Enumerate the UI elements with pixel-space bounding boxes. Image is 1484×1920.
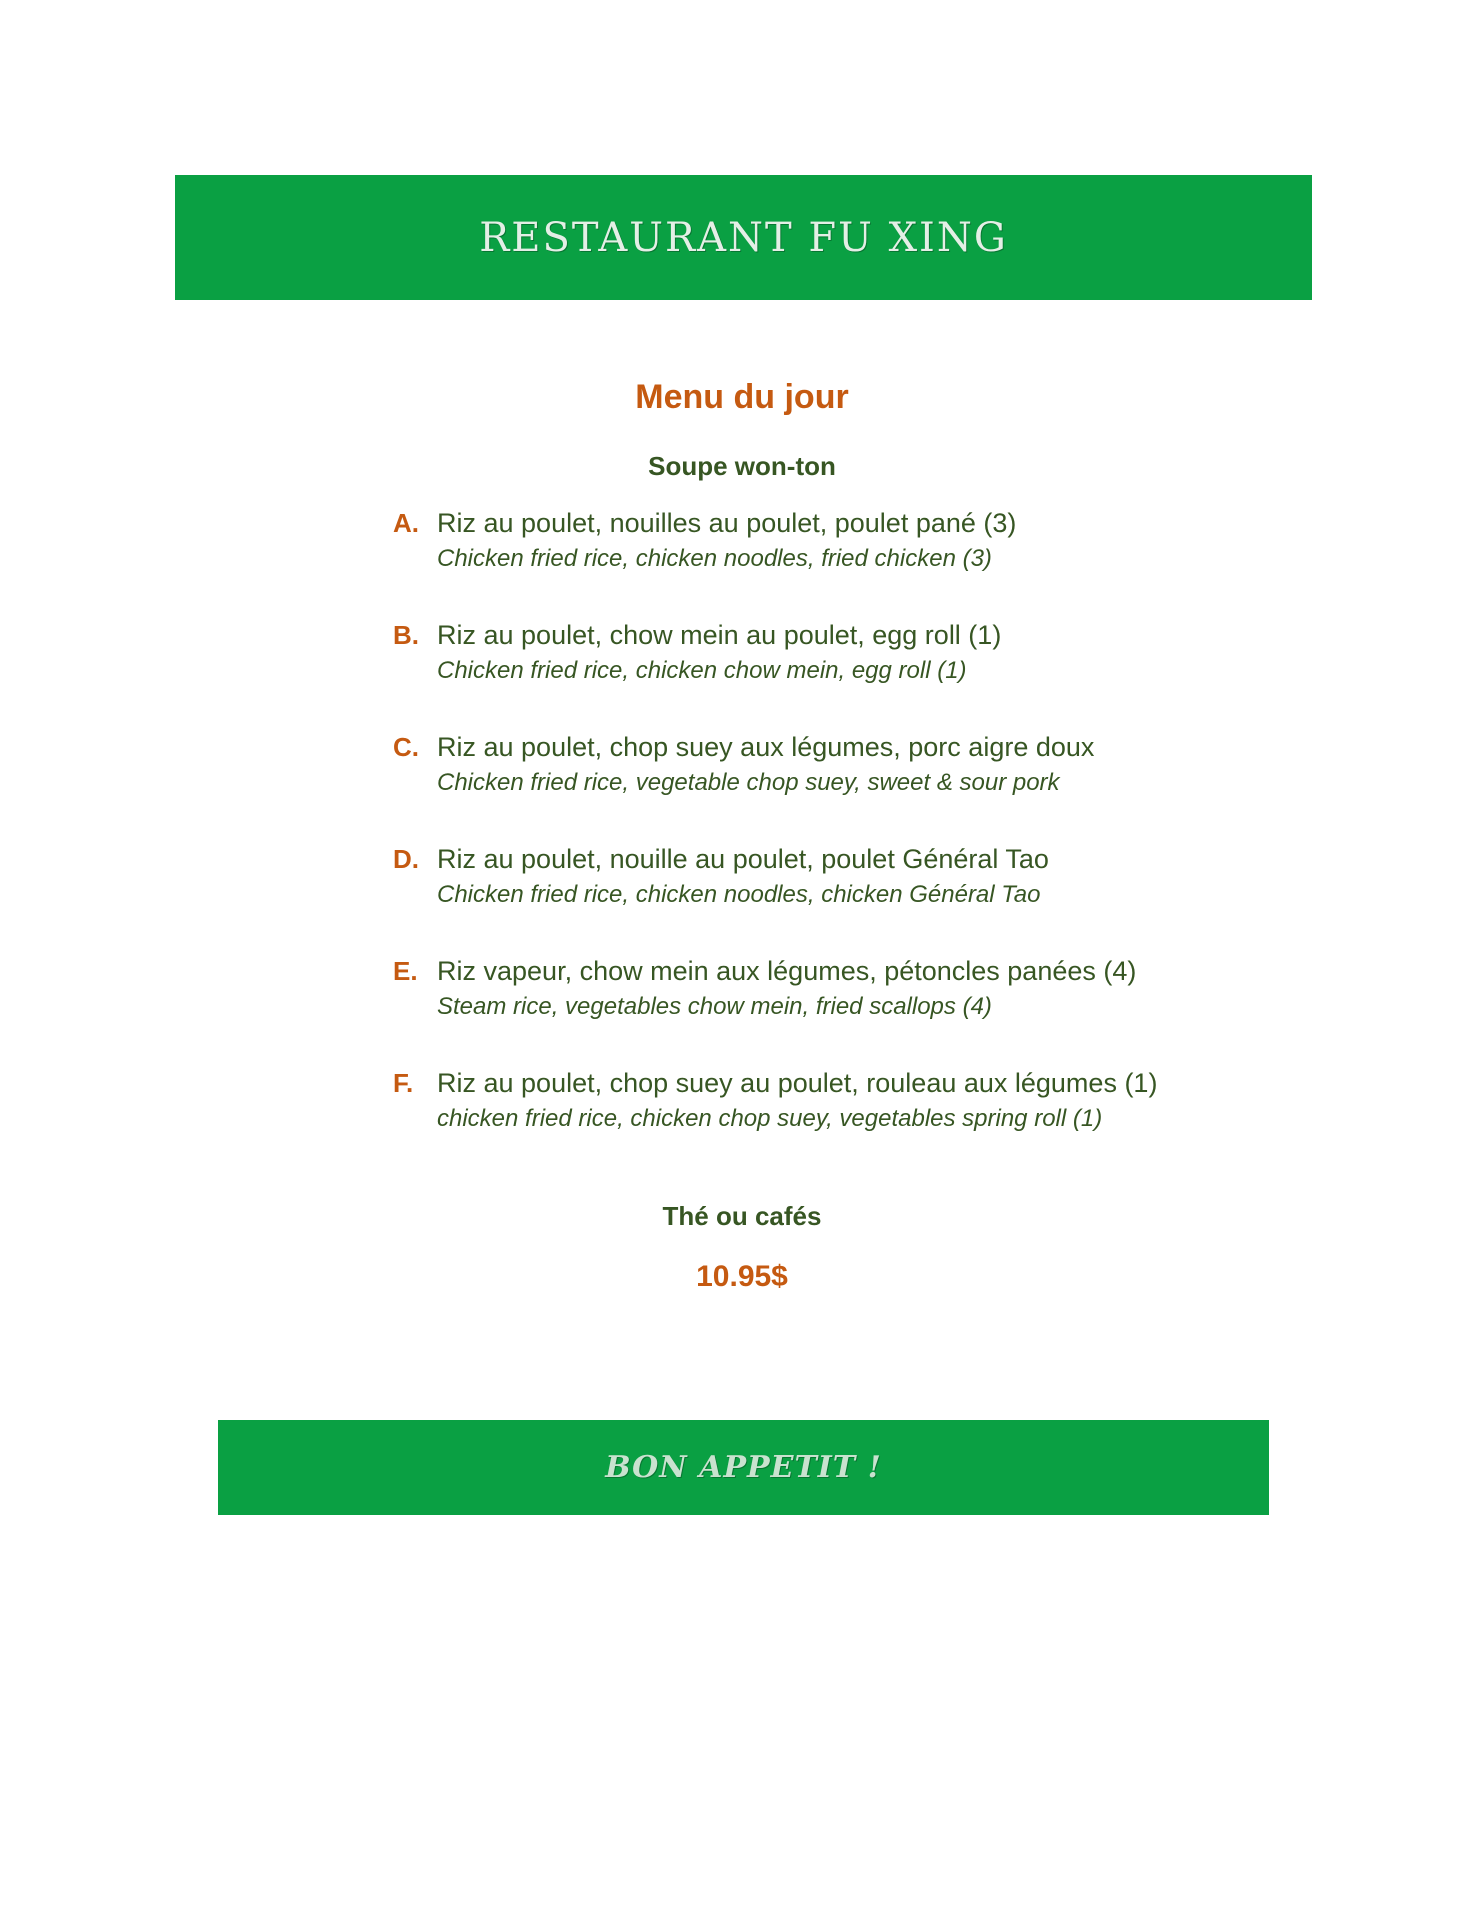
- header-banner: [175, 175, 1312, 300]
- item-english: Chicken fried rice, chicken noodles, fried chicken (3): [437, 545, 992, 572]
- item-french: Riz au poulet, nouilles au poulet, poulet pané (3): [437, 508, 1017, 538]
- restaurant-name: RESTAURANT FU XING: [479, 214, 1008, 261]
- item-letter: C.: [393, 732, 419, 762]
- item-french: Riz au poulet, chow mein au poulet, egg roll (1): [437, 620, 1002, 650]
- menu-item-f: [393, 1065, 1393, 1177]
- menu-item-a: [393, 505, 1393, 617]
- item-english: chicken fried rice, chicken chop suey, vegetables spring roll (1): [437, 1105, 1103, 1132]
- bon-appetit-text: BON APPETIT !: [605, 1450, 882, 1485]
- item-french: Riz au poulet, chop suey aux légumes, porc aigre doux: [437, 732, 1095, 762]
- item-letter: F.: [393, 1068, 414, 1098]
- menu-title: Menu du jour: [635, 378, 849, 416]
- footer-banner: [218, 1420, 1269, 1515]
- price: 10.95$: [696, 1260, 788, 1293]
- item-letter: B.: [393, 620, 419, 650]
- menu-item-d: [393, 841, 1393, 953]
- item-french: Riz au poulet, nouille au poulet, poulet Général Tao: [437, 844, 1049, 874]
- item-english: Chicken fried rice, chicken noodles, chicken Général Tao: [437, 881, 1041, 908]
- drinks-line: Thé ou cafés: [662, 1201, 822, 1231]
- item-letter: E.: [393, 956, 418, 986]
- item-french: Riz au poulet, chop suey au poulet, rouleau aux légumes (1): [437, 1068, 1158, 1098]
- soup-line: Soupe won-ton: [648, 451, 836, 481]
- item-letter: D.: [393, 844, 419, 874]
- item-french: Riz vapeur, chow mein aux légumes, pétoncles panées (4): [437, 956, 1137, 986]
- item-english: Chicken fried rice, vegetable chop suey, sweet & sour pork: [437, 769, 1060, 796]
- item-letter: A.: [393, 508, 419, 538]
- menu-item-c: [393, 729, 1393, 841]
- menu-items-list: [393, 505, 1393, 1177]
- item-english: Steam rice, vegetables chow mein, fried scallops (4): [437, 993, 992, 1020]
- menu-item-e: [393, 953, 1393, 1065]
- menu-item-b: [393, 617, 1393, 729]
- item-english: Chicken fried rice, chicken chow mein, egg roll (1): [437, 657, 967, 684]
